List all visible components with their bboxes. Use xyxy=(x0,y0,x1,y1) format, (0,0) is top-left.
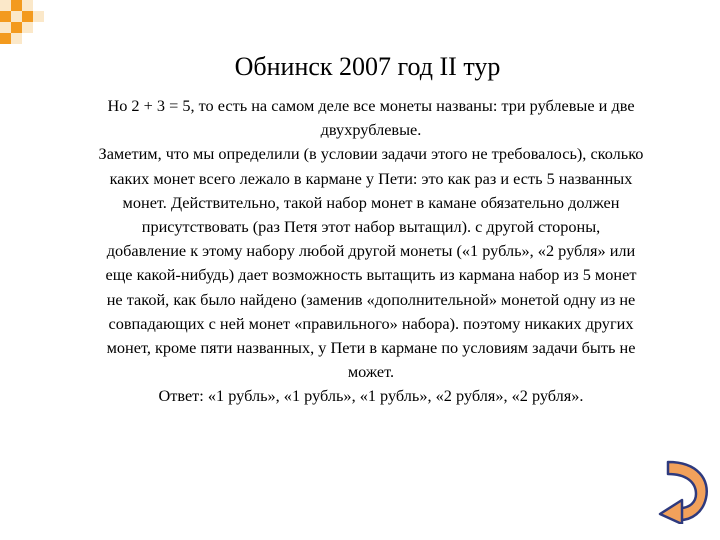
slide-title: Обнинск 2007 год II тур xyxy=(234,52,501,81)
text-line: совпадающих с ней монет «правильного» набора). поэтому никаких других xyxy=(108,313,634,333)
text-line: монет. Действительно, такой набор монет в камане обязательно должен xyxy=(122,192,620,212)
text-line: монет, кроме пяти названных, у Пети в кармане по условиям задачи быть не xyxy=(106,338,636,358)
text-line: добавление к этому набору любой другой монеты («1 рубль», «2 рубля» или xyxy=(106,241,636,261)
text-line: Заметим, что мы определили (в условии задачи этого не требовалось), сколько xyxy=(98,144,644,164)
text-line: может. xyxy=(347,362,395,382)
text-line: еще какой-нибудь) дает возможность вытащить из кармана набор из 5 монет xyxy=(105,265,637,285)
text-line: каких монет всего лежало в кармане у Пети: это как раз и есть 5 названных xyxy=(109,168,633,188)
answer-line: Ответ: «1 рубль», «1 рубль», «1 рубль», «2 рубля», «2 рубля». xyxy=(158,386,584,406)
text-line: двухрублевые. xyxy=(320,120,422,140)
return-arrow-icon[interactable] xyxy=(656,458,712,524)
text-line: не такой, как было найдено (заменив «дополнительной» монетой одну из не xyxy=(106,289,636,309)
text-line: Но 2 + 3 = 5, то есть на самом деле все монеты названы: три рублевые и две xyxy=(107,96,635,115)
text-line: присутствовать (раз Петя этот набор вытащил). с другой стороны, xyxy=(141,217,601,237)
solution-text xyxy=(28,94,714,409)
